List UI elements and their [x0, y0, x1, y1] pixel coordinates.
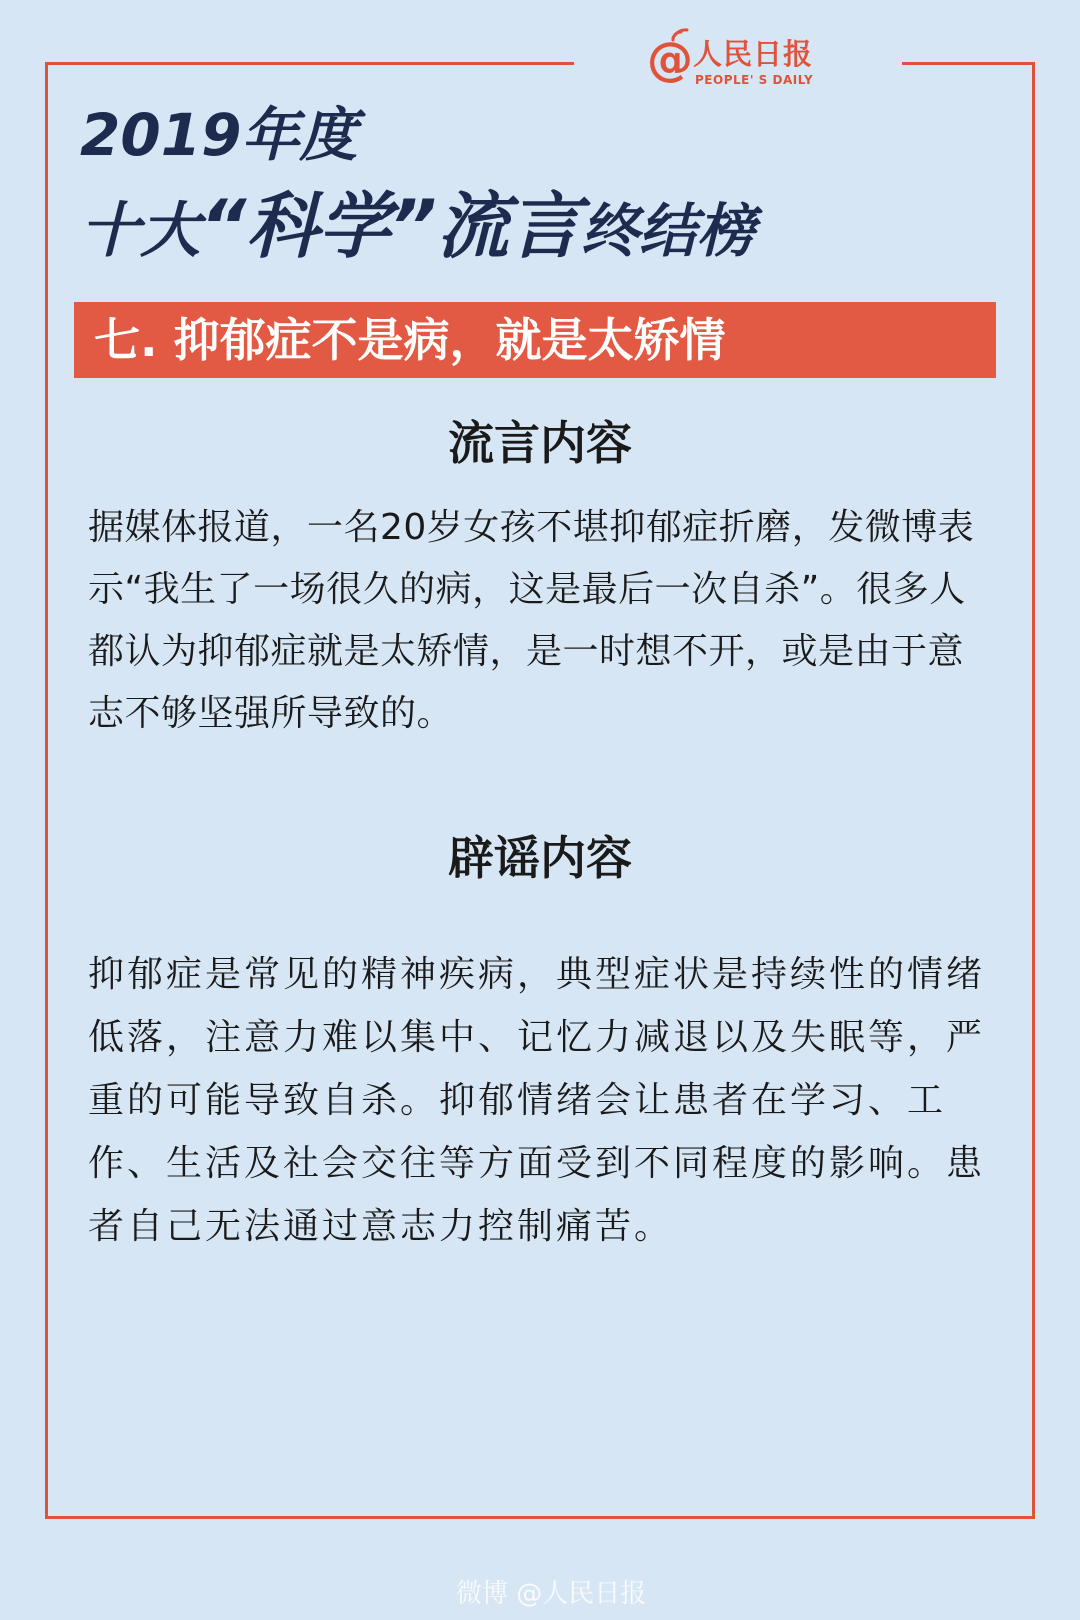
title-part-science: “科学”: [200, 184, 437, 268]
logo-name-en: PEOPLE' S DAILY: [695, 73, 814, 87]
banner-text: 七. 抑郁症不是病，就是太矫情: [94, 313, 726, 367]
logo-at-symbol: @: [647, 32, 693, 86]
title-part-list: 终结榜: [580, 197, 755, 265]
rumor-banner: [74, 302, 996, 378]
title-main: [80, 186, 755, 286]
title-part-top-ten: 十大: [80, 196, 200, 266]
debunk-body: 抑郁症是常见的精神疾病，典型症状是持续性的情绪低落，注意力难以集中、记忆力减退以及失眠等，严重的可能导致自杀。抑郁情绪会让患者在学习、工作、生活及社会交往等方面受到不同程度的影响。患者自己无法通过意志力控制痛苦。: [88, 954, 986, 1247]
weibo-watermark: 微博 @人民日报: [456, 1579, 647, 1609]
rumor-body: 据媒体报道，一名20岁女孩不堪抑郁症折磨，发微博表示“我生了一场很久的病，这是最后一次自杀”。很多人都认为抑郁症就是太矫情，是一时想不开，或是由于意志不够坚强所导致的。: [88, 507, 975, 734]
peoples-daily-logo: [647, 30, 847, 92]
logo-name-cn: 人民日报: [693, 37, 814, 71]
rumor-heading: 流言内容: [448, 416, 632, 470]
title-part-rumor: 流言: [436, 184, 581, 268]
title-year: 2019年度: [80, 101, 358, 169]
debunk-heading: 辟谣内容: [448, 831, 632, 885]
